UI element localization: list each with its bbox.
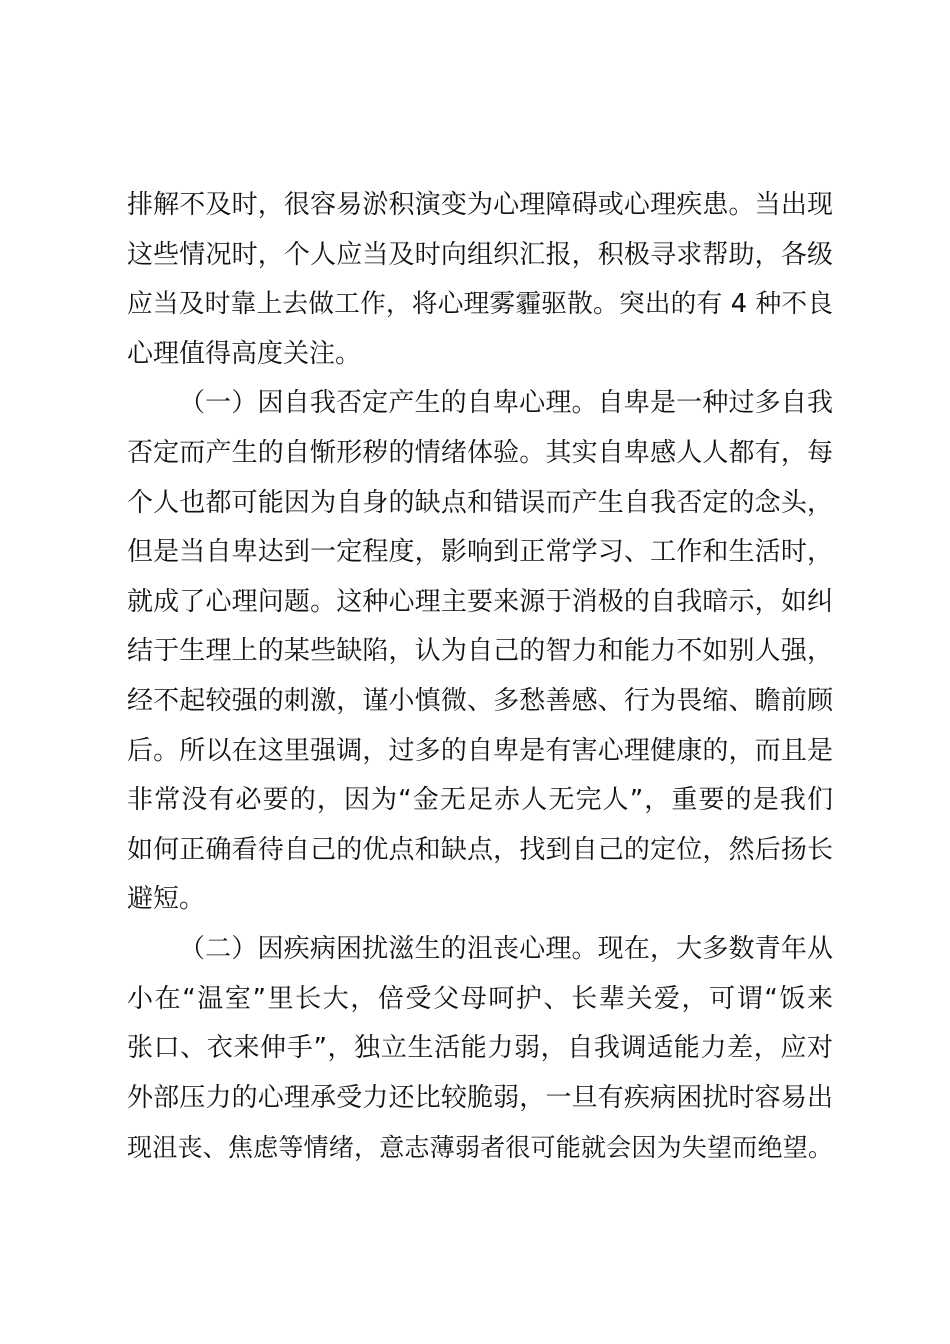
paragraph-2	[127, 379, 833, 925]
paragraph-1	[127, 181, 833, 379]
text-line: 结于生理上的某些缺陷，认为自己的智力和能力不如别人强，	[127, 636, 833, 667]
text-line: 现沮丧、焦虑等情绪，意志薄弱者很可能就会因为失望而绝望。	[127, 1133, 833, 1163]
text-line: 非常没有必要的，因为“金无足赤人无完人”，重要的是我们	[127, 785, 833, 816]
text-line: 应当及时靠上去做工作，将心理雾霾驱散。突出的有 4 种不良	[127, 289, 833, 320]
text-line: 后。所以在这里强调，过多的自卑是有害心理健康的，而且是	[127, 735, 833, 766]
text-line: 避短。	[127, 884, 206, 915]
text-line: （二）因疾病困扰滋生的沮丧心理。现在，大多数青年从	[179, 933, 833, 964]
text-line: 心理值得高度关注。	[127, 338, 362, 369]
text-line: 经不起较强的刺激，谨小慎微、多愁善感、行为畏缩、瞻前顾	[127, 685, 833, 716]
text-line: （一）因自我否定产生的自卑心理。自卑是一种过多自我	[179, 388, 833, 419]
text-line: 排解不及时，很容易淤积演变为心理障碍或心理疾患。当出现	[127, 190, 833, 220]
text-line: 如何正确看待自己的优点和缺点，找到自己的定位，然后扬长	[127, 834, 833, 865]
text-line: 但是当自卑达到一定程度，影响到正常学习、工作和生活时，	[127, 537, 833, 568]
text-line: 个人也都可能因为自身的缺点和错误而产生自我否定的念头，	[127, 487, 833, 518]
paragraph-3	[127, 925, 833, 1173]
text-line: 这些情况时，个人应当及时向组织汇报，积极寻求帮助，各级	[127, 239, 833, 270]
text-line: 外部压力的心理承受力还比较脆弱，一旦有疾病困扰时容易出	[127, 1082, 833, 1113]
text-line: 张口、衣来伸手”，独立生活能力弱，自我调适能力差，应对	[127, 1033, 833, 1064]
text-line: 小在“温室”里长大，倍受父母呵护、长辈关爱，可谓“饭来	[127, 983, 833, 1014]
text-line: 否定而产生的自惭形秽的情绪体验。其实自卑感人人都有，每	[127, 437, 833, 468]
text-line: 就成了心理问题。这种心理主要来源于消极的自我暗示，如纠	[127, 586, 833, 617]
body-text	[127, 181, 833, 1173]
